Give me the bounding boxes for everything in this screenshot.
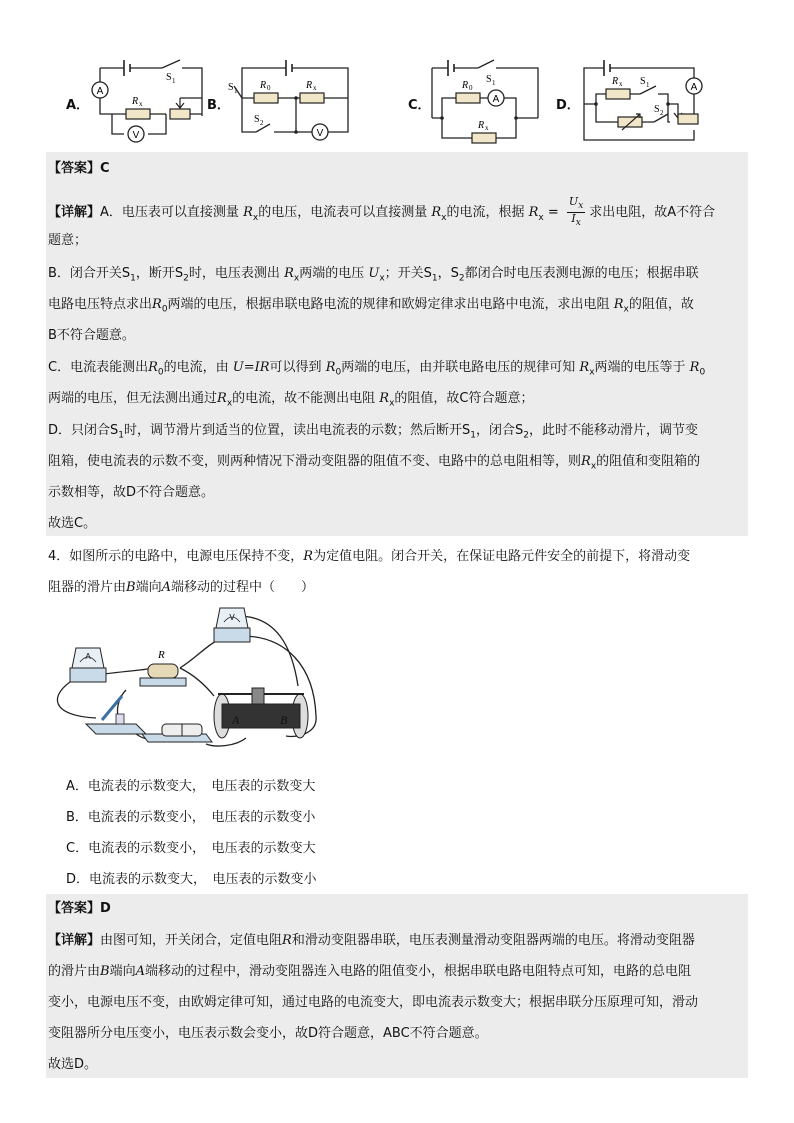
q3-detail-line-4: 电路电压特点求出$R_0$两端的电压，根据串联电路电流的规律和欧姆定律求出电路中电流，求出电阻 $R_x$的阻值，故 <box>48 297 694 315</box>
q4-detail-line-1: 【详解】由图可知，开关闭合，定值电阻R和滑动变阻器串联，电压表测量滑动变阻器两端的电压。将滑动变阻器 <box>48 933 695 948</box>
svg-text:R: R <box>478 120 485 131</box>
svg-text:x: x <box>619 80 623 88</box>
q3-answer-heading: 【答案】C <box>48 161 110 176</box>
svg-text:1: 1 <box>234 87 238 95</box>
fixed-resistor <box>140 649 186 686</box>
svg-text:x: x <box>313 84 317 92</box>
option-a-label: A． <box>66 98 90 113</box>
ammeter-icon: A <box>492 94 500 105</box>
svg-text:R: R <box>158 649 165 661</box>
option-b-label: B． <box>207 98 230 113</box>
ammeter-icon: A <box>96 86 104 97</box>
q4-choice-b[interactable]: B．电流表的示数变小， 电压表的示数变小 <box>66 810 316 825</box>
q4-detail-line-2: 的滑片由B端向A端移动的过程中，滑动变阻器连入电路的阻值变小，根据串联电路电阻特点可知，电路的总电阻 <box>48 964 691 979</box>
svg-text:S: S <box>228 82 234 93</box>
svg-text:0: 0 <box>267 84 271 92</box>
q3-detail-line-7: 两端的电压，但无法测出通过$R_x$的电流，故不能测出电阻 $R_x$的阻值，故C符合题意； <box>48 391 534 409</box>
q3-detail-line-5: B不符合题意。 <box>48 328 135 343</box>
svg-text:R: R <box>260 80 267 91</box>
circuit-diagram-d <box>574 48 714 148</box>
q4-answer-heading: 【答案】D <box>48 901 111 916</box>
circuit-diagram-a <box>86 48 208 148</box>
voltmeter-icon: V <box>316 128 324 139</box>
svg-text:S: S <box>640 76 646 87</box>
q4-choice-a[interactable]: A．电流表的示数变大， 电压表的示数变大 <box>66 779 316 794</box>
voltmeter-icon <box>214 608 250 642</box>
battery-icon <box>142 724 212 742</box>
slide-rheostat <box>214 688 308 738</box>
svg-text:2: 2 <box>660 109 664 117</box>
q3-detail-line-10: 示数相等，故D不符合题意。 <box>48 485 215 500</box>
q3-detail-line-3: B．闭合开关$S_1$，断开$S_2$时，电压表测出 $R_x$两端的电压 $U_x$；开关$S_1$，$S_2$都闭合时电压表测电源的电压；根据串联 <box>48 266 699 284</box>
svg-text:S: S <box>254 114 260 125</box>
q4-choice-c[interactable]: C．电流表的示数变小， 电压表的示数变大 <box>66 841 316 856</box>
q4-question-line-2: 阻器的滑片由B端向A端移动的过程中（ ） <box>48 580 314 595</box>
q4-question-line-1: 4．如图所示的电路中，电源电压保持不变，R为定值电阻。闭合开关，在保证电路元件安全的前提下，将滑动变 <box>48 549 691 564</box>
circuit-diagram-b <box>226 48 356 148</box>
q4-detail-line-4: 变阻器所分电压变小，电压表示数会变小，故D符合题意，ABC不符合题意。 <box>48 1026 488 1041</box>
q3-detail-line-8: D．只闭合$S_1$时，调节滑片到适当的位置，读出电流表的示数；然后断开$S_1$，闭合$S_2$，此时不能移动滑片，调节变 <box>48 423 699 441</box>
svg-text:R: R <box>132 96 139 107</box>
q3-detail-line-6: C．电流表能测出$R_0$的电流，由 U=IR可以得到 $R_0$两端的电压，由并联电路电压的规律可知 $R_x$两端的电压等于 $R_0$ <box>48 360 706 378</box>
option-c-label: C． <box>408 98 431 113</box>
circuit-diagram-c <box>426 48 546 148</box>
svg-text:V: V <box>229 613 235 622</box>
formula: $R_x$ = $\frac{U_x}{I_x}$ <box>528 195 584 229</box>
svg-text:2: 2 <box>260 119 264 127</box>
q3-conclusion: 故选C。 <box>48 516 97 531</box>
svg-text:S: S <box>166 72 172 83</box>
ammeter-icon: A <box>690 82 698 93</box>
svg-text:1: 1 <box>492 79 496 87</box>
q3-detail-line-1: 【详解】A．电压表可以直接测量 $R_x$的电压，电流表可以直接测量 $R_x$的电流，根据 $R_x$ = $\frac{U_x}{I_x}$ 求出电阻，故A不符合 <box>48 195 716 229</box>
svg-text:1: 1 <box>172 77 176 85</box>
switch-icon <box>86 696 146 734</box>
svg-text:0: 0 <box>469 84 473 92</box>
svg-text:x: x <box>485 124 489 132</box>
svg-text:R: R <box>306 80 313 91</box>
voltmeter-icon: V <box>132 130 140 141</box>
svg-text:x: x <box>139 100 143 108</box>
ammeter-icon <box>70 648 106 682</box>
q4-detail-line-3: 变小，电源电压不变，由欧姆定律可知，通过电路的电流变大，即电流表示数变大；根据串联分压原理可知，滑动 <box>48 995 699 1010</box>
svg-text:R: R <box>612 76 619 87</box>
q4-conclusion: 故选D。 <box>48 1057 98 1072</box>
q3-detail-line-2: 题意； <box>48 233 88 248</box>
option-d-label: D． <box>556 98 580 113</box>
svg-text:S: S <box>486 74 492 85</box>
q3-detail-line-9: 阻箱，使电流表的示数不变，则两种情况下滑动变阻器的阻值不变、电路中的总电阻相等，则$R_x$的阻值和变阻箱的 <box>48 454 701 472</box>
svg-text:B: B <box>280 713 288 727</box>
svg-text:1: 1 <box>646 81 650 89</box>
circuit-apparatus-figure <box>46 606 328 756</box>
svg-text:S: S <box>654 104 660 115</box>
q4-answer-block <box>46 894 748 1078</box>
q4-choice-d[interactable]: D．电流表的示数变大， 电压表的示数变小 <box>66 872 317 887</box>
svg-text:A: A <box>85 652 91 661</box>
svg-text:R: R <box>462 80 469 91</box>
svg-text:A: A <box>232 713 240 727</box>
